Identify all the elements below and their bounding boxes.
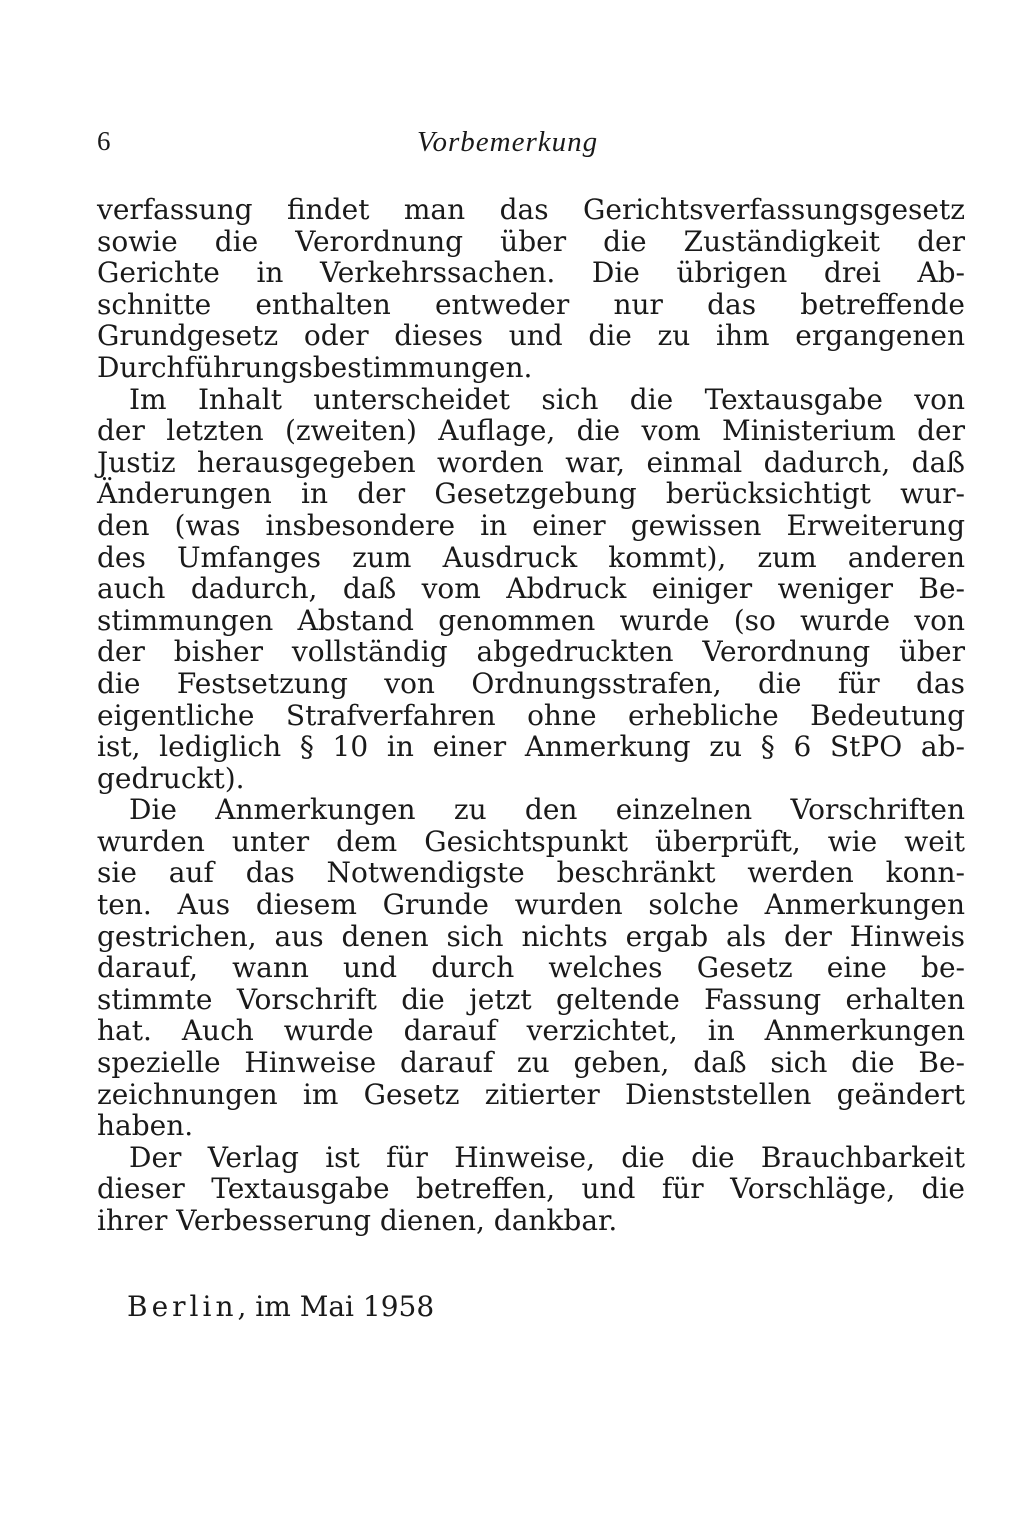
text-line: Durchführungsbestimmungen. <box>97 350 533 384</box>
text-line: den (was insbesondere in einer gewissen Erweiterung <box>97 508 965 542</box>
text-line: die Festsetzung von Ordnungsstrafen, die für das <box>97 666 965 700</box>
text-line: auch dadurch, daß vom Abdruck einiger weniger Be- <box>97 572 965 606</box>
paragraph <box>97 194 965 384</box>
text-line: Grundgesetz oder dieses und die zu ihm ergangenen <box>97 319 965 353</box>
text-line: gedruckt). <box>97 761 245 795</box>
text-line: stimmte Vorschrift die jetzt geltende Fassung erhalten <box>97 982 965 1016</box>
text-line: Die Anmerkungen zu den einzelnen Vorschriften <box>129 793 965 827</box>
text-line: schnitte enthalten entweder nur das betreffende <box>97 287 965 321</box>
paragraph <box>97 1142 965 1237</box>
text-line: wurden unter dem Gesichtspunkt überprüft, wie weit <box>97 824 965 858</box>
text-line: der letzten (zweiten) Auflage, die vom Ministerium der <box>97 414 965 448</box>
page-header <box>97 126 967 166</box>
text-line: Änderungen in der Gesetzgebung berücksichtigt wur- <box>97 477 965 511</box>
text-line: sie auf das Notwendigste beschränkt werden konn- <box>97 856 965 890</box>
text-line: des Umfanges zum Ausdruck kommt), zum anderen <box>97 540 965 574</box>
signature-line <box>127 1290 434 1323</box>
text-line: ist, lediglich § 10 in einer Anmerkung zu § 6 StPO ab- <box>97 730 965 764</box>
text-line: Im Inhalt unterscheidet sich die Textausgabe von <box>129 382 965 416</box>
text-line: der bisher vollständig abgedruckten Verordnung über <box>97 635 965 669</box>
body-text <box>97 194 965 1237</box>
text-line: hat. Auch wurde darauf verzichtet, in Anmerkungen <box>97 1014 965 1048</box>
text-line: eigentliche Strafverfahren ohne erhebliche Bedeutung <box>97 698 965 732</box>
text-line: Gerichte in Verkehrssachen. Die übrigen drei Ab- <box>97 256 965 290</box>
running-head: Vorbemerkung <box>417 126 599 158</box>
text-line: sowie die Verordnung über die Zuständigkeit der <box>97 224 965 258</box>
text-line: spezielle Hinweise darauf zu geben, daß sich die Be- <box>97 1046 965 1080</box>
paragraph <box>97 384 965 795</box>
text-line: dieser Textausgabe betreffen, und für Vorschläge, die <box>97 1172 965 1206</box>
text-line: stimmungen Abstand genommen wurde (so wurde von <box>97 603 965 637</box>
text-line: Der Verlag ist für Hinweise, die die Brauchbarkeit <box>129 1140 965 1174</box>
text-line: ihrer Verbesserung dienen, dankbar. <box>97 1204 618 1237</box>
page-number: 6 <box>97 126 111 156</box>
paragraph <box>97 794 965 1142</box>
text-line: verfassung findet man das Gerichtsverfassungsgesetz <box>97 193 965 226</box>
text-line: Justiz herausgegeben worden war, einmal dadurch, daß <box>97 445 965 479</box>
text-line: darauf, wann und durch welches Gesetz eine be- <box>97 951 965 985</box>
text-line: gestrichen, aus denen sich nichts ergab als der Hinweis <box>97 919 965 953</box>
text-line: zeichnungen im Gesetz zitierter Dienststellen geändert <box>97 1077 965 1111</box>
signature-place: Berlin <box>127 1290 238 1323</box>
text-line: haben. <box>97 1109 194 1143</box>
signature-date: , im Mai 1958 <box>237 1290 435 1323</box>
text-line: ten. Aus diesem Grunde wurden solche Anmerkungen <box>97 888 965 922</box>
